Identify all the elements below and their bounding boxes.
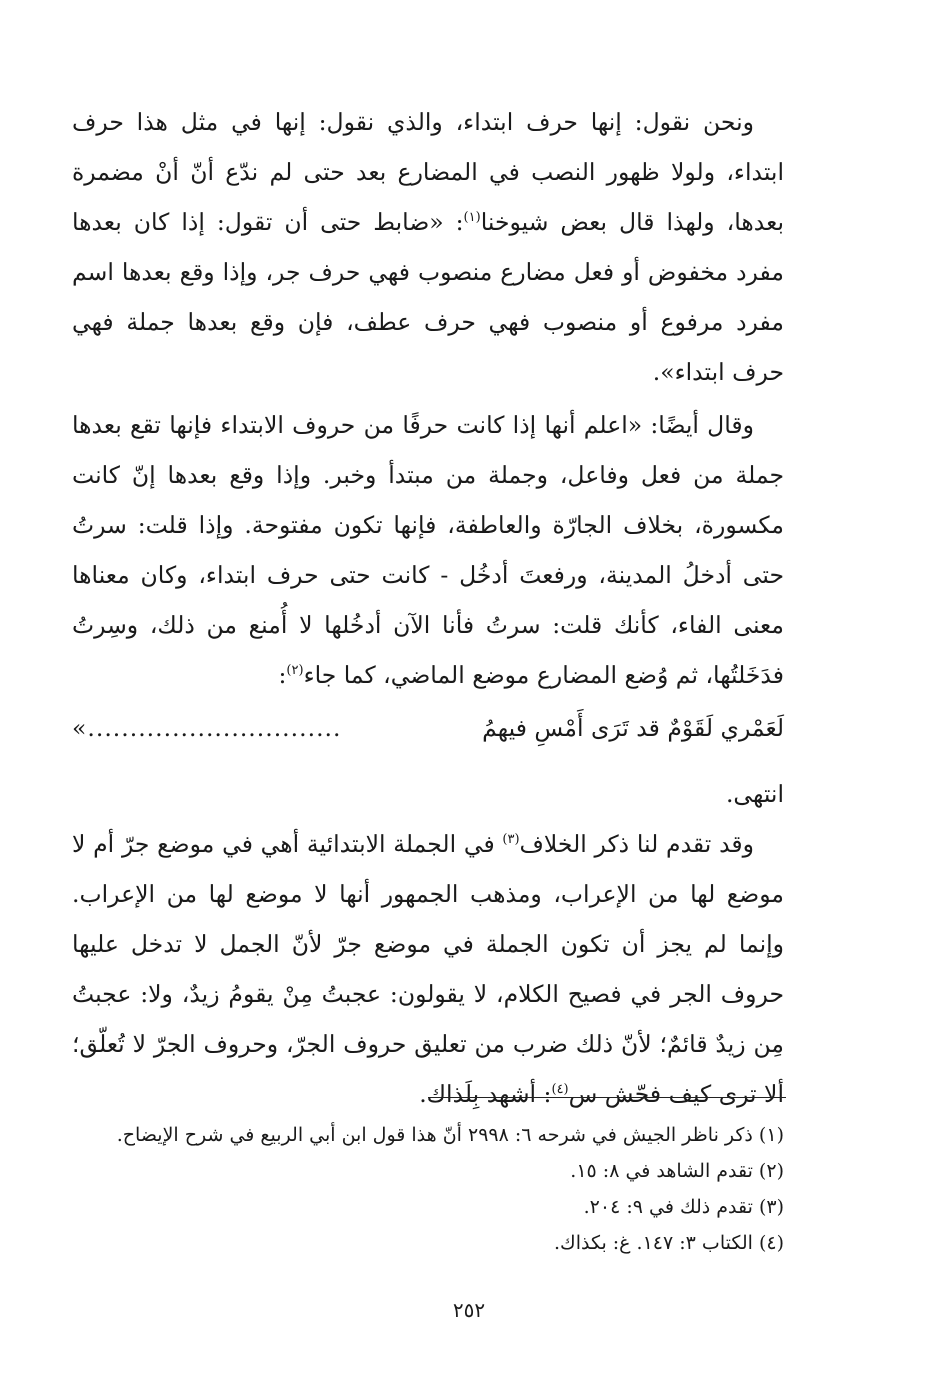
footnote-ref-3: (٣) [502,832,520,848]
footnote-separator [428,1097,786,1098]
paragraph-1 [72,97,784,397]
main-text [72,97,784,1122]
footnote-4: (٤) الكتاب ٣: ١٤٧. غ: بكذاك. [554,1232,784,1254]
poetry-verse [72,703,784,753]
footnote-ref-1: (١) [463,210,481,226]
footnotes [72,1117,784,1261]
paragraph-2 [72,400,784,700]
page-number: ٢٥٢ [452,1298,486,1322]
paragraph-1-text-a: ونحن نقول: إنها حرف ابتداء، والذي نقول: إنها في مثل هذا حرف ابتداء، ولولا ظهور النصب في المضارع بعد حتى لم ندّع أنّ أنْ مضمرة بعدها، ولهذا قال بعض شيوخنا [72,108,784,236]
intaha-word: انتهى. [725,780,784,808]
footnote-1: (١) ذكر ناظر الجيش في شرحه ٦: ٢٩٩٨ أنّ هذا قول ابن أبي الربيع في شرح الإيضاح. [116,1124,784,1146]
paragraph-1-text-b: : «ضابط حتى أن تقول: إذا كان بعدها مفرد مخفوض أو فعل مضارع منصوب فهي حرف جر، وإذا وقع بعدها اسم مفرد مرفوع أو منصوب فهي حرف عطف، فإن وقع بعدها جملة فهي حرف ابتداء». [72,208,784,386]
verse-hemistich: لَعَمْري لَقَوْمٌ قد تَرَى أَمْسِ فيهمُ [482,714,784,742]
footnote-ref-4: (٤) [551,1082,569,1098]
paragraph-2-text-b: : [278,661,287,689]
verse-ellipsis: «.............................. [72,714,342,742]
paragraph-3-text-a: وقد تقدم لنا ذكر الخلاف [519,830,754,858]
paragraph-3-text-c: : أشهد بِلَذاك. [419,1080,552,1108]
paragraph-2-text-a: وقال أيضًا: «اعلم أنها إذا كانت حرفًا من حروف الابتداء فإنها تقع بعدها جملة من فعل وفاعل، وجملة من مبتدأ وخبر. وإذا وقع بعدها إنّ كانت مكسورة، بخلاف الجارّة والعاطفة، فإنها تكون مفتوحة. وإذا قلت: سرتُ حتى أدخلُ المدينة، ورفعتَ أدخُل - كانت حتى حرف ابتداء، وكان معناها معنى الفاء، كأنك قلت: سرتُ فأنا الآن أدخُلها لا أُمنع من ذلك، وسِرتُ فدَخَلتُها، ثم وُضع المضارع موضع الماضي، كما جاء [72,411,784,689]
footnote-3: (٣) تقدم ذلك في ٩: ٢٠٤. [583,1196,784,1218]
footnote-2: (٢) تقدم الشاهد في ٨: ١٥. [570,1160,784,1182]
paragraph-3 [72,819,784,1119]
footnote-ref-2: (٢) [286,663,304,679]
paragraph-3-text-b: في الجملة الابتدائية أهي في موضع جرّ أم لا موضع لها من الإعراب، ومذهب الجمهور أنها لا موضع لها من الإعراب. وإنما لم يجز أن تكون الجملة في موضع جرّ لأنّ الجمل لا تدخل عليها حروف الجر في فصيح الكلام، لا يقولون: عجبتُ مِنْ يقومُ زيدٌ، ولا: عجبتُ مِن زيدٌ قائمٌ؛ لأنّ ذلك ضرب من تعليق حروف الجرّ، وحروف الجرّ لا تُعلّق؛ ألا ترى كيف فحّش س [72,830,784,1108]
